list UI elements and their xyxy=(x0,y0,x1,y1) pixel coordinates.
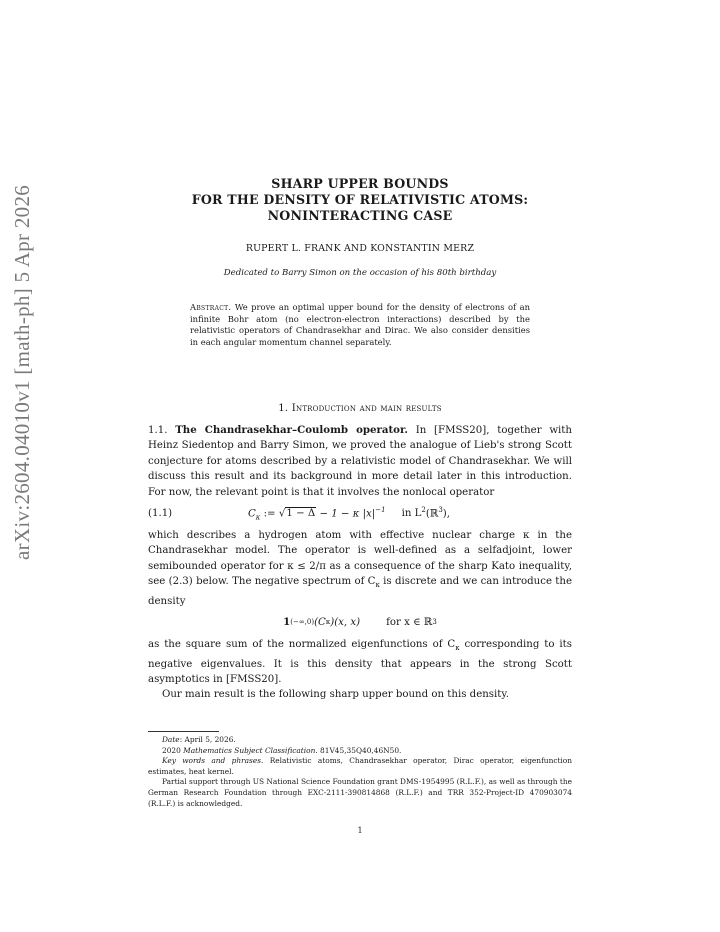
density-arguments: )(x, x) xyxy=(330,617,361,629)
paragraph-4: Our main result is the following sharp upper bound on this density. xyxy=(162,689,510,701)
title-line-2: FOR THE DENSITY OF RELATIVISTIC ATOMS: xyxy=(191,192,529,207)
authors: RUPERT L. FRANK AND KONSTANTIN MERZ xyxy=(245,243,475,254)
paragraph-2-end: is discrete and we can introduce the density xyxy=(148,576,572,607)
eq-domain: in L xyxy=(401,508,422,519)
abstract xyxy=(190,302,530,348)
eq-rest: − 1 − κ |x| xyxy=(316,508,376,519)
paragraph-1-text: In [FMSS20], together with Heinz Siedentop and Barry Simon, we proved the analogue of Lieb's strong Scott conjecture for atoms described by a relativistic model of Chandrasekhar. We will discuss this result and its background in more detail later in this introduction. For now, the relevant point is that it involves the nonlocal operator xyxy=(148,425,572,498)
footnote-rule xyxy=(148,731,219,732)
section-title: Introduction and main results xyxy=(291,403,442,414)
indicator-symbol: 1 xyxy=(283,616,291,629)
abstract-text: We prove an optimal upper bound for the density of electrons of an infinite Bohr atom (no electron-electron interactions) described by the relativistic operators of Chandrasekhar and Dirac. We also consider densities in each angular momentum channel separately. xyxy=(190,302,530,347)
eq-domain-space-superscript: 3 xyxy=(438,505,443,514)
paragraph-3-subscript: κ xyxy=(455,644,460,653)
page-number: 1 xyxy=(357,826,363,835)
eq-assign: := xyxy=(260,508,279,519)
indicator-subscript: (−∞,0) xyxy=(290,618,315,627)
footnote-keywords xyxy=(148,756,572,777)
footnotes xyxy=(148,735,572,809)
eq-domain-space: (ℝ xyxy=(425,508,439,519)
sqrt-body: 1 − Δ xyxy=(286,508,316,519)
title-line-1: SHARP UPPER BOUNDS xyxy=(271,176,449,191)
date-label: Date xyxy=(162,735,180,744)
paragraph-1 xyxy=(148,423,572,500)
paragraph-2-subscript: κ xyxy=(375,581,380,590)
keywords-label: Key words and phrases. xyxy=(162,756,264,766)
msc-prefix: 2020 xyxy=(162,745,184,755)
keywords-value: Relativistic atoms, Chandrasekhar operator, Dirac operator, eigenfunction estimates, heat kernel. xyxy=(148,756,573,776)
abstract-label: Abstract. xyxy=(190,302,232,312)
subsection-title: The Chandrasekhar–Coulomb operator. xyxy=(175,424,408,436)
equation-number: (1.1) xyxy=(148,508,173,520)
eq-lhs-subscript: κ xyxy=(255,513,261,522)
section-number: 1. xyxy=(278,403,289,414)
arxiv-identifier-stamp: arXiv:2604.04010v1 [math-ph] 5 Apr 2026 xyxy=(10,184,34,560)
main-text xyxy=(148,423,572,703)
paragraph-3-text: as the square sum of the normalized eigenfunctions of C xyxy=(148,639,456,651)
paragraph-2 xyxy=(148,528,572,609)
eq-domain-superscript: 2 xyxy=(421,505,426,514)
dedication: Dedicated to Barry Simon on the occasion of his 80th birthday xyxy=(223,268,497,278)
title-line-3: NONINTERACTING CASE xyxy=(267,208,453,223)
subsection-number: 1.1. xyxy=(148,425,168,436)
equation-1-1 xyxy=(148,500,572,528)
display-density xyxy=(148,609,572,637)
footnote-support: Partial support through US National Science Foundation grant DMS-1954995 (R.L.F.), as well as through the German Research Foundation through EXC-2111-390814868 (R.L.F.) and TRR 352-Project-ID 470903074 (R.L.F.) is acknowledged. xyxy=(148,777,572,808)
date-value: : April 5, 2026. xyxy=(179,735,236,744)
density-condition-superscript: 3 xyxy=(432,618,437,627)
paragraph-3 xyxy=(148,637,572,687)
section-heading xyxy=(0,403,720,414)
eq-domain-close: ), xyxy=(442,508,451,519)
paragraph-3-end: corresponding to its negative eigenvalues. It is this density that appears in the strong Scott asymptotics in [FMSS20]. xyxy=(148,639,573,685)
msc-label: Mathematics Subject Classification. xyxy=(183,745,318,755)
eq-rest-superscript: −1 xyxy=(375,505,386,514)
paper-title xyxy=(0,176,720,224)
density-operator-subscript: κ xyxy=(325,618,331,627)
density-operator: (C xyxy=(314,617,326,629)
footnote-date xyxy=(148,735,572,746)
density-condition: for x ∈ ℝ xyxy=(386,617,433,629)
msc-value: 81V45,35Q40,46N50. xyxy=(317,745,402,755)
equation-body xyxy=(248,503,450,526)
footnote-msc xyxy=(148,746,572,757)
sqrt-sign: √ xyxy=(278,508,286,519)
paragraph-2-text: which describes a hydrogen atom with effective nuclear charge κ in the Chandrasekhar model. The operator is well-defined as a selfadjoint, lower semibounded operator for κ ≤ 2/π as a consequence of the sharp Kato inequality, see (2.3) below. The negative spectrum of C xyxy=(148,530,572,588)
eq-lhs: C xyxy=(248,508,256,519)
